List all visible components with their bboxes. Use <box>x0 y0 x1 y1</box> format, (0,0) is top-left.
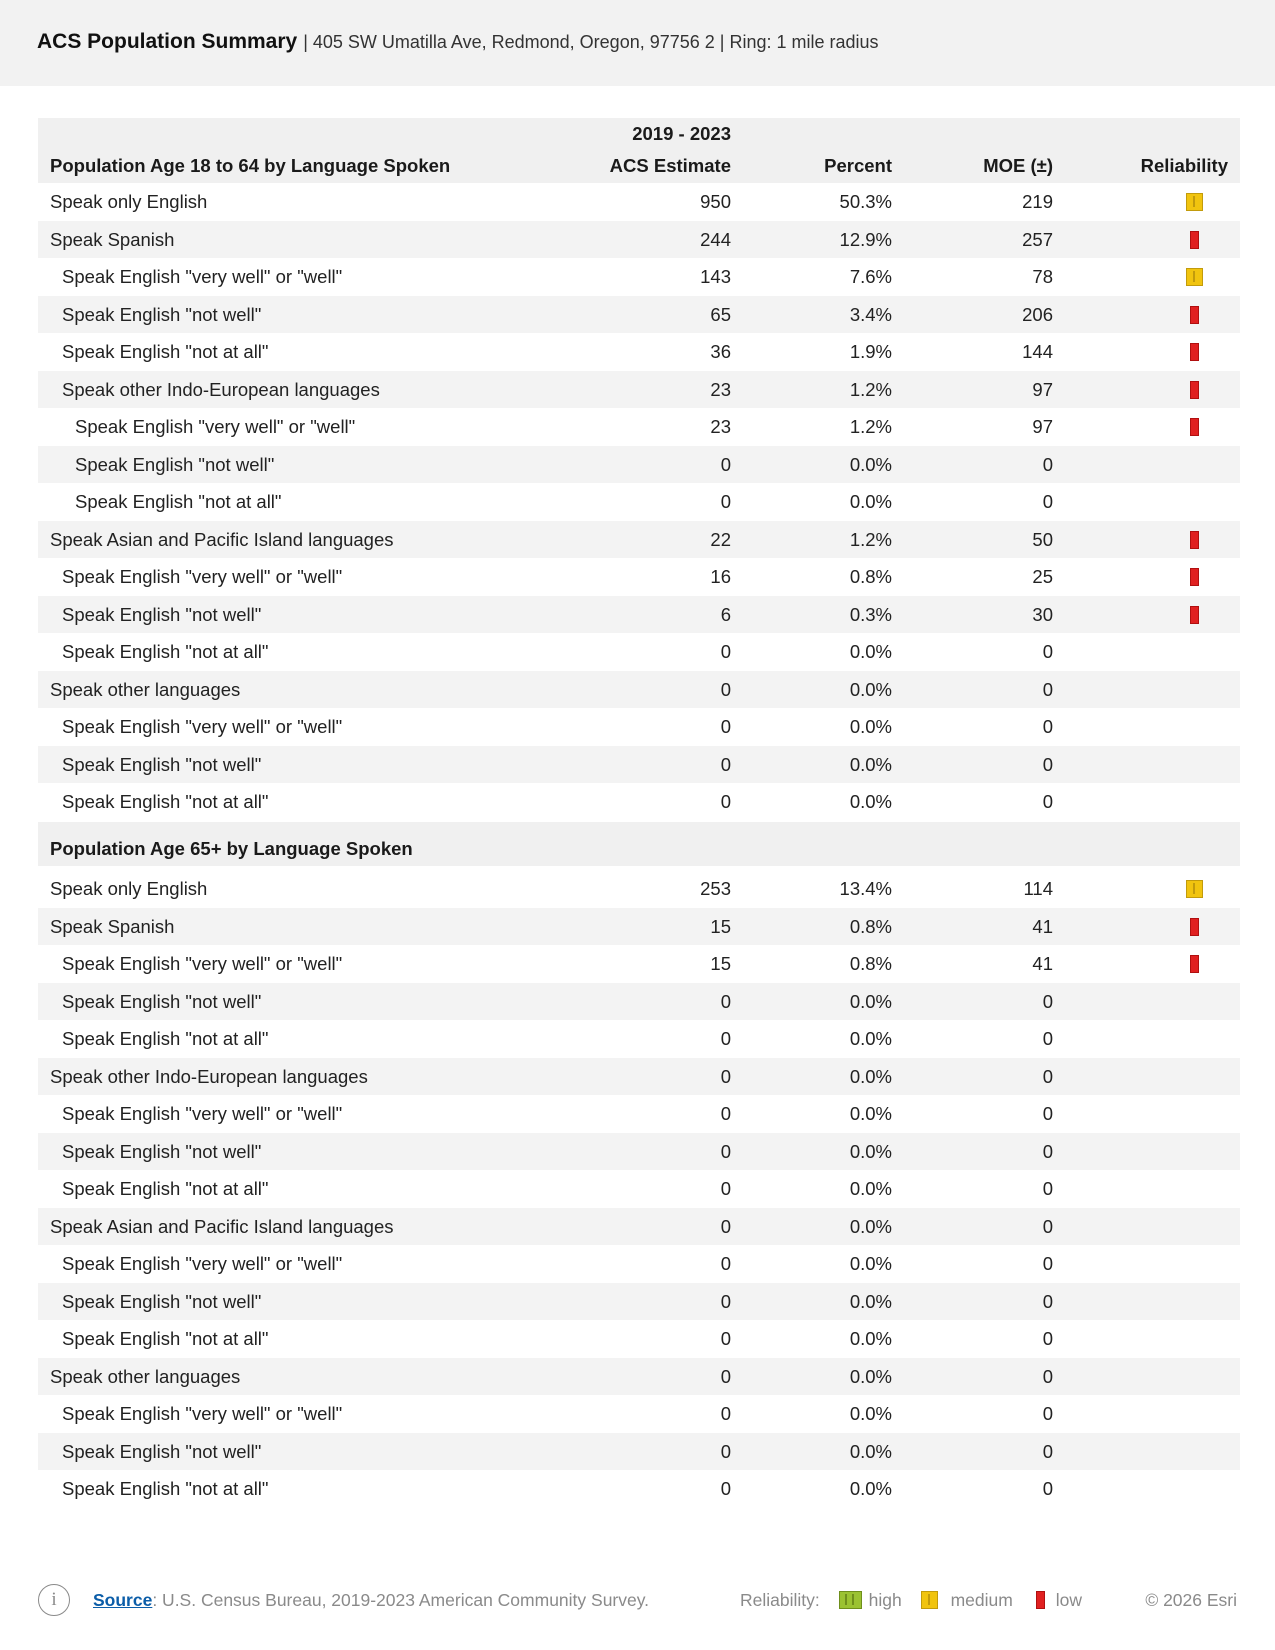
estimate-cell: 0 <box>720 716 731 737</box>
percent-cell: 0.0% <box>849 1440 892 1462</box>
estimate-cell: 0 <box>720 491 731 512</box>
section-title: Population Age 18 to 64 by Language Spoken <box>50 155 451 176</box>
estimate-cell: 0 <box>720 641 731 662</box>
estimate-cell: 0 <box>720 791 731 812</box>
percent-cell: 0.0% <box>849 1140 892 1162</box>
row-label: Speak English "very well" or "well" <box>62 716 343 737</box>
estimate-cell: 0 <box>720 1140 731 1162</box>
table-row <box>38 1208 1240 1246</box>
percent-cell: 1.2% <box>849 528 892 550</box>
moe-cell: 114 <box>1023 878 1053 899</box>
report-subtitle: | 405 SW Umatilla Ave, Redmond, Oregon, 97756 2 | Ring: 1 mile radius <box>303 32 879 52</box>
row-label: Speak English "not well" <box>62 1440 262 1462</box>
estimate-cell: 0 <box>720 1328 731 1349</box>
low-reliability-icon <box>1186 343 1204 361</box>
moe-cell: 0 <box>1042 641 1053 662</box>
table-row <box>38 1245 1240 1283</box>
estimate-cell: 143 <box>700 266 731 287</box>
section-age-18-64 <box>38 118 1240 821</box>
moe-cell: 0 <box>1042 1028 1053 1049</box>
moe-cell: 0 <box>1042 1403 1053 1424</box>
moe-cell: 0 <box>1042 1103 1053 1124</box>
moe-cell: 41 <box>1032 915 1053 937</box>
percent-cell: 0.0% <box>849 1403 892 1424</box>
medium-reliability-icon <box>1186 193 1204 211</box>
table-row <box>38 870 1240 908</box>
legend-title: Reliability: <box>740 1590 820 1610</box>
copyright: © 2026 Esri <box>1145 1590 1237 1610</box>
percent-cell: 0.0% <box>849 1253 892 1274</box>
moe-cell: 0 <box>1042 1440 1053 1462</box>
estimate-cell: 23 <box>710 378 731 400</box>
row-label: Speak English "not at all" <box>62 1328 269 1349</box>
estimate-cell: 0 <box>720 1290 731 1312</box>
estimate-cell: 0 <box>720 1215 731 1237</box>
estimate-cell: 0 <box>720 1365 731 1387</box>
section-rows <box>38 183 1240 821</box>
estimate-cell: 0 <box>720 1440 731 1462</box>
row-label: Speak Spanish <box>50 915 175 937</box>
moe-cell: 0 <box>1042 1178 1053 1199</box>
moe-cell: 257 <box>1022 228 1053 250</box>
section-title: Population Age 65+ by Language Spoken <box>50 838 413 859</box>
column-year-header: 2019 - 2023 <box>632 123 731 144</box>
percent-cell: 0.0% <box>849 1215 892 1237</box>
percent-cell: 0.0% <box>849 990 892 1012</box>
source-note <box>93 1590 649 1611</box>
moe-cell: 0 <box>1042 1365 1053 1387</box>
row-label: Speak other languages <box>50 1365 241 1387</box>
low-reliability-icon <box>1032 1591 1050 1609</box>
column-percent-header: Percent <box>824 155 892 176</box>
table-row <box>38 408 1240 446</box>
report-footer <box>0 1580 1275 1630</box>
row-label: Speak English "not well" <box>62 303 262 325</box>
low-reliability-icon <box>1186 306 1204 324</box>
row-label: Speak other Indo-European languages <box>50 1065 368 1087</box>
row-label: Speak Spanish <box>50 228 175 250</box>
row-label: Speak English "not at all" <box>75 491 282 512</box>
low-reliability-icon <box>1186 231 1204 249</box>
table-row <box>38 1283 1240 1321</box>
percent-cell: 13.4% <box>839 878 892 899</box>
low-reliability-icon <box>1186 531 1204 549</box>
row-label: Speak English "very well" or "well" <box>62 566 343 587</box>
legend-medium-label: medium <box>950 1590 1013 1610</box>
percent-cell: 1.2% <box>849 378 892 400</box>
row-label: Speak English "not well" <box>75 453 275 475</box>
percent-cell: 0.0% <box>849 791 892 812</box>
table-row <box>38 1133 1240 1171</box>
table-row <box>38 1020 1240 1058</box>
row-label: Speak English "not well" <box>62 1140 262 1162</box>
moe-cell: 97 <box>1032 416 1053 437</box>
table-row <box>38 671 1240 709</box>
table-row <box>38 1095 1240 1133</box>
table-row <box>38 258 1240 296</box>
report-header <box>0 0 1275 86</box>
row-label: Speak other languages <box>50 678 241 700</box>
estimate-cell: 15 <box>710 915 731 937</box>
estimate-cell: 0 <box>720 1065 731 1087</box>
moe-cell: 0 <box>1042 791 1053 812</box>
table-row <box>38 296 1240 334</box>
table-row <box>38 596 1240 634</box>
column-moe-header: MOE (±) <box>983 155 1053 176</box>
percent-cell: 0.0% <box>849 716 892 737</box>
table-row <box>38 1058 1240 1096</box>
section-header <box>38 118 1240 183</box>
row-label: Speak English "not at all" <box>62 341 269 362</box>
column-estimate-header: ACS Estimate <box>609 155 731 176</box>
percent-cell: 0.0% <box>849 1103 892 1124</box>
reliability-legend <box>740 1590 1082 1611</box>
estimate-cell: 36 <box>710 341 731 362</box>
percent-cell: 0.0% <box>849 641 892 662</box>
row-label: Speak English "very well" or "well" <box>62 1253 343 1274</box>
moe-cell: 0 <box>1042 1140 1053 1162</box>
moe-cell: 0 <box>1042 491 1053 512</box>
table-row <box>38 1320 1240 1358</box>
percent-cell: 0.0% <box>849 1065 892 1087</box>
estimate-cell: 0 <box>720 1253 731 1274</box>
moe-cell: 0 <box>1042 1065 1053 1087</box>
source-link[interactable]: Source <box>93 1590 153 1610</box>
row-label: Speak English "very well" or "well" <box>62 266 343 287</box>
row-label: Speak English "not well" <box>62 603 262 625</box>
moe-cell: 25 <box>1032 566 1053 587</box>
moe-cell: 0 <box>1042 1253 1053 1274</box>
table-row <box>38 1358 1240 1396</box>
row-label: Speak English "not well" <box>62 753 262 775</box>
info-icon[interactable]: i <box>38 1584 70 1616</box>
moe-cell: 206 <box>1022 303 1053 325</box>
table-row <box>38 333 1240 371</box>
percent-cell: 50.3% <box>839 191 892 212</box>
table-row <box>38 183 1240 221</box>
estimate-cell: 0 <box>720 753 731 775</box>
table-row <box>38 221 1240 259</box>
moe-cell: 0 <box>1042 1328 1053 1349</box>
estimate-cell: 65 <box>710 303 731 325</box>
estimate-cell: 6 <box>720 603 731 625</box>
legend-high-label: high <box>868 1590 902 1610</box>
row-label: Speak Asian and Pacific Island languages <box>50 1215 394 1237</box>
moe-cell: 219 <box>1022 191 1053 212</box>
table-row <box>38 746 1240 784</box>
percent-cell: 0.0% <box>849 453 892 475</box>
table-row <box>38 483 1240 521</box>
table-row <box>38 708 1240 746</box>
row-label: Speak English "not at all" <box>62 641 269 662</box>
percent-cell: 1.9% <box>849 341 892 362</box>
table-row <box>38 1170 1240 1208</box>
estimate-cell: 0 <box>720 1403 731 1424</box>
percent-cell: 0.0% <box>849 1365 892 1387</box>
row-label: Speak English "very well" or "well" <box>75 416 356 437</box>
percent-cell: 3.4% <box>849 303 892 325</box>
percent-cell: 0.0% <box>849 1178 892 1199</box>
estimate-cell: 0 <box>720 990 731 1012</box>
moe-cell: 0 <box>1042 1478 1053 1499</box>
row-label: Speak only English <box>50 191 208 212</box>
moe-cell: 0 <box>1042 1215 1053 1237</box>
row-label: Speak English "not well" <box>62 1290 262 1312</box>
row-label: Speak English "very well" or "well" <box>62 1403 343 1424</box>
moe-cell: 0 <box>1042 453 1053 475</box>
estimate-cell: 22 <box>710 528 731 550</box>
row-label: Speak English "not at all" <box>62 1478 269 1499</box>
high-reliability-icon <box>839 1591 863 1609</box>
moe-cell: 0 <box>1042 678 1053 700</box>
report-title-text: ACS Population Summary <box>37 30 298 53</box>
estimate-cell: 0 <box>720 1478 731 1499</box>
moe-cell: 78 <box>1032 266 1053 287</box>
percent-cell: 0.0% <box>849 753 892 775</box>
estimate-cell: 950 <box>700 191 731 212</box>
table-row <box>38 371 1240 409</box>
percent-cell: 0.8% <box>849 953 892 974</box>
estimate-cell: 16 <box>710 566 731 587</box>
medium-reliability-icon <box>1186 880 1204 898</box>
moe-cell: 0 <box>1042 1290 1053 1312</box>
low-reliability-icon <box>1186 418 1204 436</box>
moe-cell: 50 <box>1032 528 1053 550</box>
percent-cell: 0.0% <box>849 1028 892 1049</box>
percent-cell: 0.0% <box>849 678 892 700</box>
percent-cell: 7.6% <box>849 266 892 287</box>
row-label: Speak Asian and Pacific Island languages <box>50 528 394 550</box>
medium-reliability-icon <box>1186 268 1204 286</box>
report-title <box>37 30 879 54</box>
table-row <box>38 446 1240 484</box>
table-row <box>38 783 1240 821</box>
table-row <box>38 1470 1240 1508</box>
row-label: Speak English "very well" or "well" <box>62 953 343 974</box>
row-label: Speak English "not well" <box>62 990 262 1012</box>
column-reliability-header: Reliability <box>1140 155 1228 176</box>
estimate-cell: 23 <box>710 416 731 437</box>
moe-cell: 0 <box>1042 716 1053 737</box>
estimate-cell: 15 <box>710 953 731 974</box>
table-row <box>38 633 1240 671</box>
table-row <box>38 908 1240 946</box>
low-reliability-icon <box>1186 381 1204 399</box>
row-label: Speak English "not at all" <box>62 1028 269 1049</box>
percent-cell: 12.9% <box>839 228 892 250</box>
low-reliability-icon <box>1186 606 1204 624</box>
section-age-65-plus <box>38 822 1240 1508</box>
section-rows <box>38 870 1240 1508</box>
percent-cell: 0.8% <box>849 566 892 587</box>
percent-cell: 0.0% <box>849 1478 892 1499</box>
percent-cell: 0.0% <box>849 1328 892 1349</box>
moe-cell: 0 <box>1042 753 1053 775</box>
low-reliability-icon <box>1186 955 1204 973</box>
low-reliability-icon <box>1186 568 1204 586</box>
table-row <box>38 1395 1240 1433</box>
row-label: Speak only English <box>50 878 208 899</box>
moe-cell: 144 <box>1022 341 1053 362</box>
percent-cell: 1.2% <box>849 416 892 437</box>
percent-cell: 0.0% <box>849 1290 892 1312</box>
table-row <box>38 1433 1240 1471</box>
table-row <box>38 558 1240 596</box>
estimate-cell: 244 <box>700 228 731 250</box>
estimate-cell: 0 <box>720 453 731 475</box>
row-label: Speak English "not at all" <box>62 1178 269 1199</box>
moe-cell: 0 <box>1042 990 1053 1012</box>
row-label: Speak English "not at all" <box>62 791 269 812</box>
section-header <box>38 822 1240 866</box>
table-row <box>38 945 1240 983</box>
source-text: : U.S. Census Bureau, 2019-2023 American Community Survey. <box>152 1590 650 1610</box>
moe-cell: 41 <box>1032 953 1053 974</box>
percent-cell: 0.8% <box>849 915 892 937</box>
table-row <box>38 521 1240 559</box>
row-label: Speak other Indo-European languages <box>62 378 380 400</box>
percent-cell: 0.0% <box>849 491 892 512</box>
moe-cell: 97 <box>1032 378 1053 400</box>
estimate-cell: 0 <box>720 1178 731 1199</box>
estimate-cell: 0 <box>720 1028 731 1049</box>
estimate-cell: 0 <box>720 1103 731 1124</box>
moe-cell: 30 <box>1032 603 1053 625</box>
medium-reliability-icon <box>921 1591 945 1609</box>
percent-cell: 0.3% <box>849 603 892 625</box>
low-reliability-icon <box>1186 918 1204 936</box>
estimate-cell: 0 <box>720 678 731 700</box>
legend-low-label: low <box>1055 1590 1082 1610</box>
table-row <box>38 983 1240 1021</box>
estimate-cell: 253 <box>700 878 731 899</box>
row-label: Speak English "very well" or "well" <box>62 1103 343 1124</box>
